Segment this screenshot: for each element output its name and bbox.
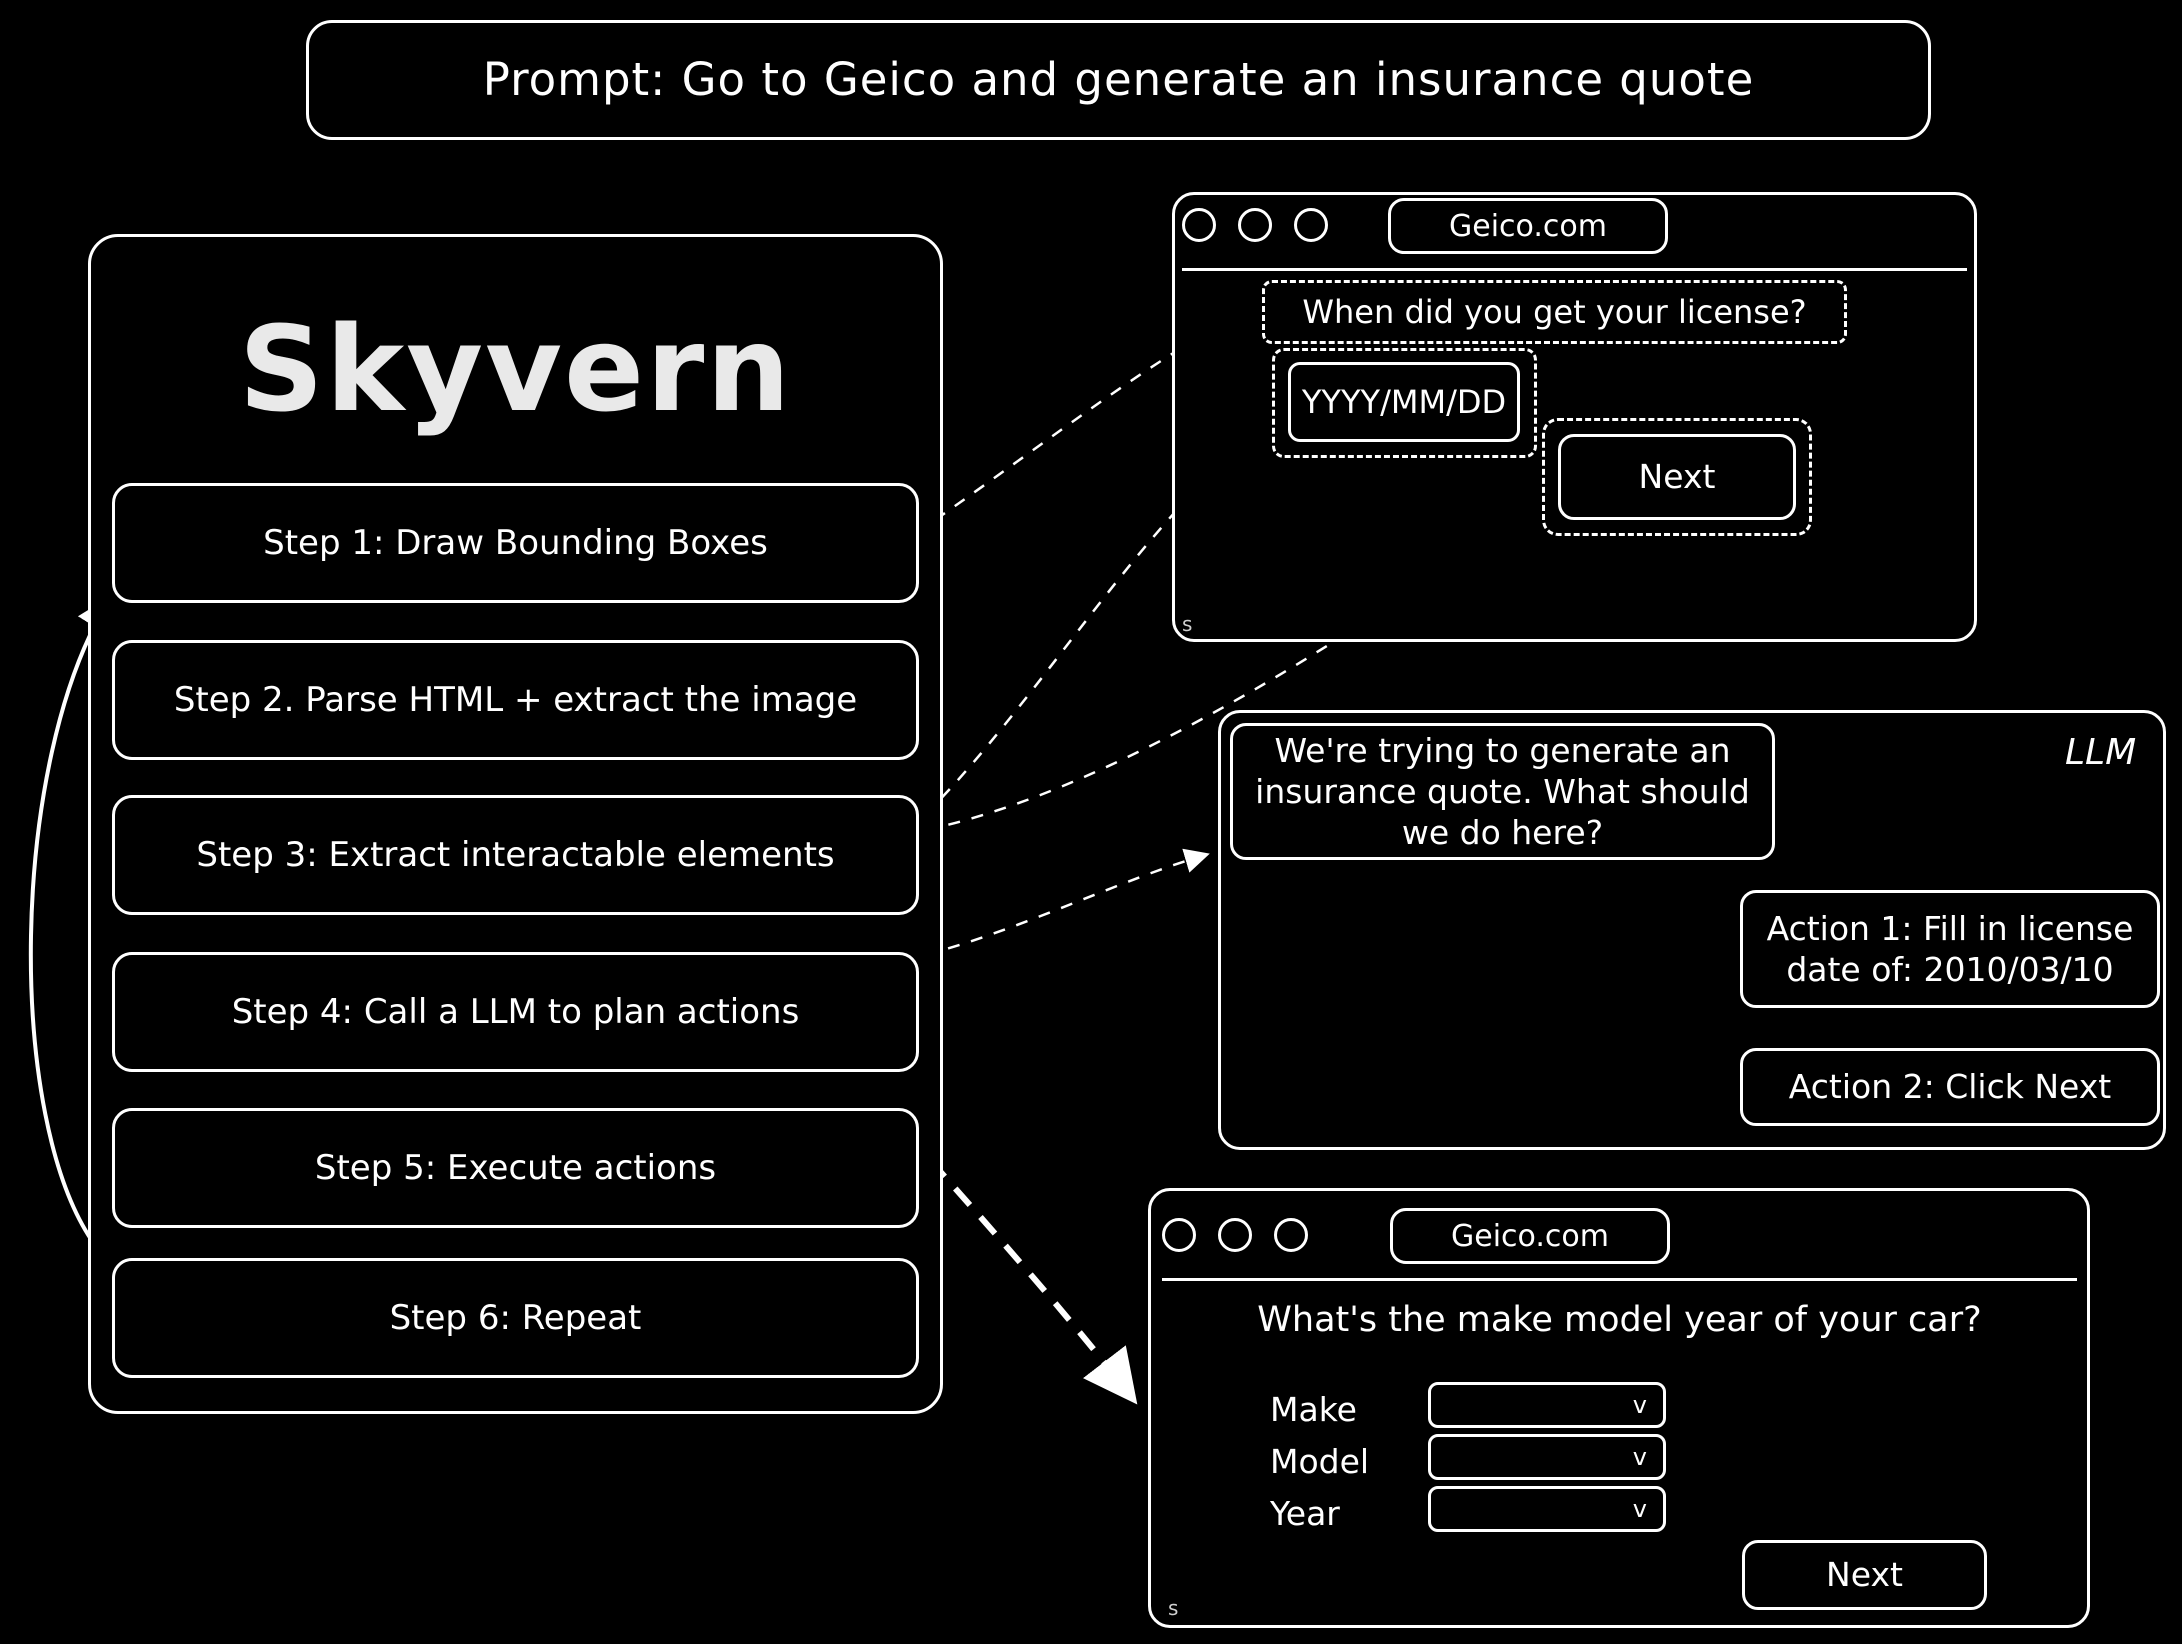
step-2: Step 2. Parse HTML + extract the image xyxy=(112,640,919,760)
make-label: Make xyxy=(1270,1390,1357,1429)
close-icon[interactable] xyxy=(1162,1218,1196,1252)
model-select[interactable] xyxy=(1428,1434,1666,1480)
browser-2-corner-mark: s xyxy=(1168,1596,1179,1620)
chevron-down-icon: v xyxy=(1632,1391,1647,1419)
step-5: Step 5: Execute actions xyxy=(112,1108,919,1228)
skyvern-title: Skyvern xyxy=(238,300,793,438)
make-select[interactable] xyxy=(1428,1382,1666,1428)
step-1: Step 1: Draw Bounding Boxes xyxy=(112,483,919,603)
chevron-down-icon: v xyxy=(1632,1495,1647,1523)
maximize-icon[interactable] xyxy=(1294,208,1328,242)
llm-action-2: Action 2: Click Next xyxy=(1740,1048,2160,1126)
browser-1-window-controls xyxy=(1182,208,1328,242)
browser-2-window-controls xyxy=(1162,1218,1308,1252)
step-6: Step 6: Repeat xyxy=(112,1258,919,1378)
license-date-input[interactable]: YYYY/MM/DD xyxy=(1288,362,1520,442)
browser-1-corner-mark: s xyxy=(1182,612,1193,636)
llm-user-message: We're trying to generate an insurance quote. What should we do here? xyxy=(1230,723,1775,860)
prompt-banner: Prompt: Go to Geico and generate an insurance quote xyxy=(306,20,1931,140)
step-3: Step 3: Extract interactable elements xyxy=(112,795,919,915)
year-select[interactable] xyxy=(1428,1486,1666,1532)
chevron-down-icon: v xyxy=(1632,1443,1647,1471)
browser-1-url-bar[interactable]: Geico.com xyxy=(1388,198,1668,254)
minimize-icon[interactable] xyxy=(1238,208,1272,242)
llm-label: LLM xyxy=(2065,732,2137,773)
close-icon[interactable] xyxy=(1182,208,1216,242)
minimize-icon[interactable] xyxy=(1218,1218,1252,1252)
browser-2-question-text: What's the make model year of your car? xyxy=(1257,1300,1982,1340)
year-label: Year xyxy=(1270,1494,1340,1533)
browser-1-question-text: When did you get your license? xyxy=(1272,286,1837,338)
browser-2-divider xyxy=(1162,1278,2077,1281)
browser-1-divider xyxy=(1182,268,1967,271)
browser-2-next-button[interactable]: Next xyxy=(1742,1540,1987,1610)
step-4: Step 4: Call a LLM to plan actions xyxy=(112,952,919,1072)
browser-1-next-button[interactable]: Next xyxy=(1558,434,1796,520)
model-label: Model xyxy=(1270,1442,1370,1481)
llm-action-1: Action 1: Fill in license date of: 2010/03/10 xyxy=(1740,890,2160,1008)
browser-2-url-bar[interactable]: Geico.com xyxy=(1390,1208,1670,1264)
maximize-icon[interactable] xyxy=(1274,1218,1308,1252)
